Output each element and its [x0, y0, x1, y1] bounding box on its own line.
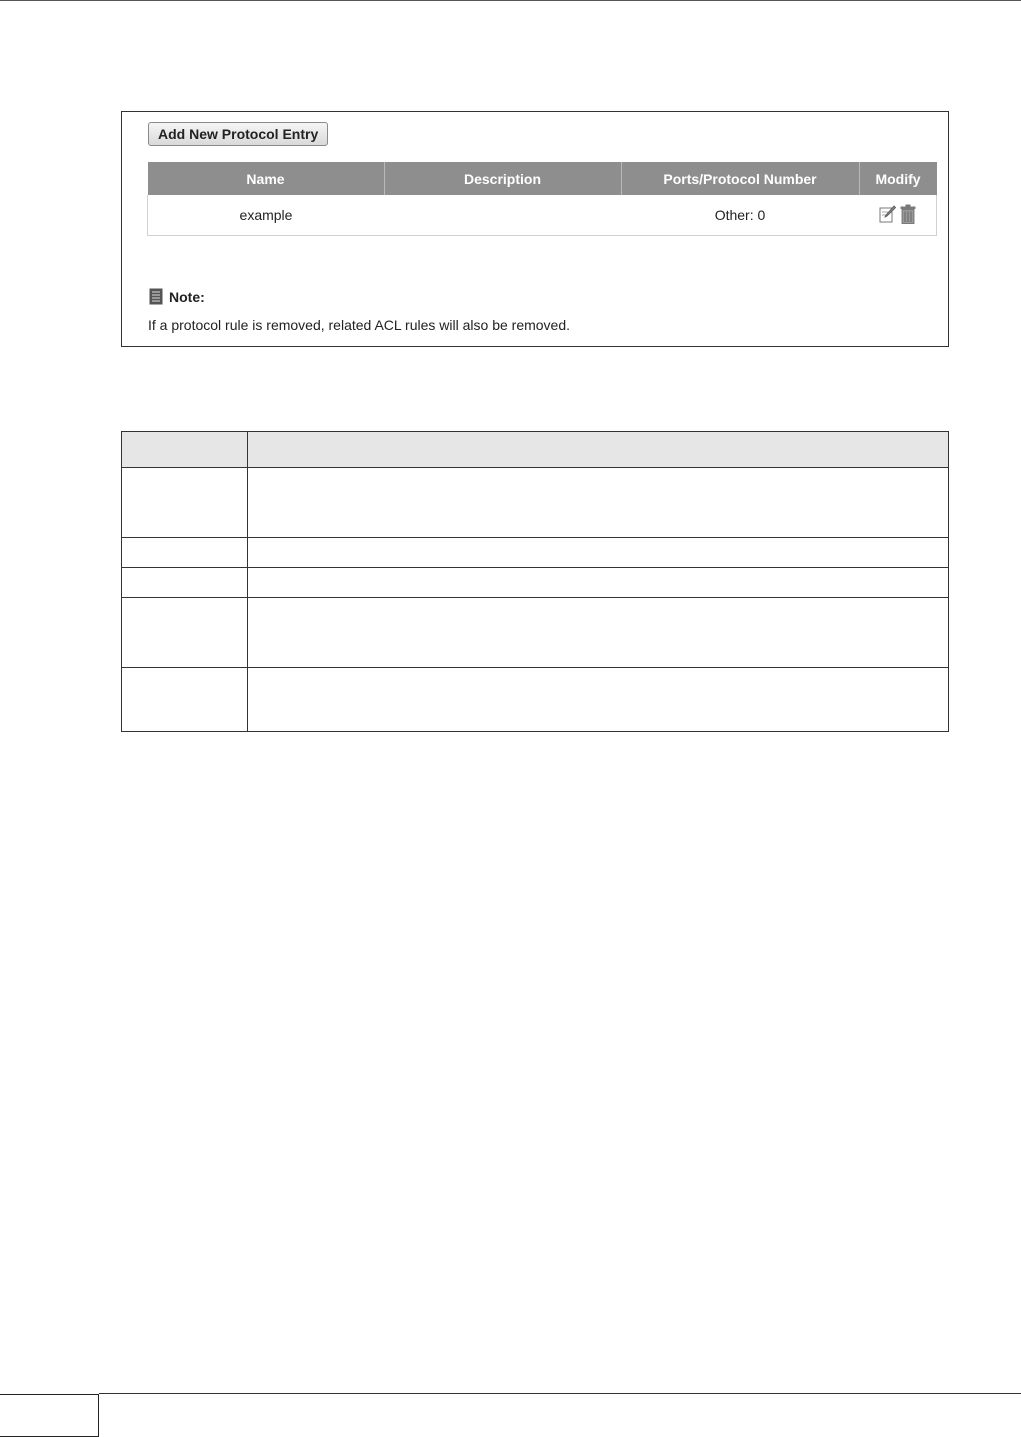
table-row — [122, 568, 949, 598]
column-header-ports: Ports/Protocol Number — [621, 162, 859, 195]
row-description — [384, 195, 621, 236]
table-cell — [248, 598, 949, 668]
table-cell — [248, 468, 949, 538]
table-row — [122, 538, 949, 568]
table-cell — [122, 468, 248, 538]
row-modify — [859, 195, 937, 236]
table-cell — [248, 568, 949, 598]
table-row — [122, 468, 949, 538]
table-cell — [248, 668, 949, 732]
column-header-description: Description — [384, 162, 621, 195]
table-row — [148, 195, 937, 236]
table-cell — [122, 598, 248, 668]
add-new-protocol-entry-button[interactable]: Add New Protocol Entry — [148, 122, 328, 146]
trash-icon[interactable] — [900, 204, 916, 227]
table-row — [122, 598, 949, 668]
document-icon — [149, 288, 163, 305]
column-header-name: Name — [148, 162, 385, 195]
note-text: If a protocol rule is removed, related ACL rules will also be removed. — [148, 317, 571, 333]
page-number-box — [0, 1394, 99, 1437]
protocol-screen-panel — [121, 111, 949, 347]
table-cell — [122, 668, 248, 732]
table-row — [122, 668, 949, 732]
description-table — [121, 431, 949, 732]
column-header-modify: Modify — [859, 162, 937, 195]
protocol-table-header — [148, 162, 937, 195]
protocol-table — [147, 162, 937, 236]
edit-icon[interactable] — [879, 205, 896, 226]
table-cell — [122, 538, 248, 568]
header-cell-label — [122, 432, 248, 468]
note-label: Note: — [169, 288, 205, 305]
footer-rule — [99, 1393, 1021, 1394]
note-heading — [149, 288, 205, 305]
row-name: example — [148, 195, 385, 236]
description-table-header — [122, 432, 949, 468]
row-ports: Other: 0 — [621, 195, 859, 236]
table-cell — [248, 538, 949, 568]
page-top-rule — [0, 0, 1021, 1]
table-cell — [122, 568, 248, 598]
header-cell-description — [248, 432, 949, 468]
